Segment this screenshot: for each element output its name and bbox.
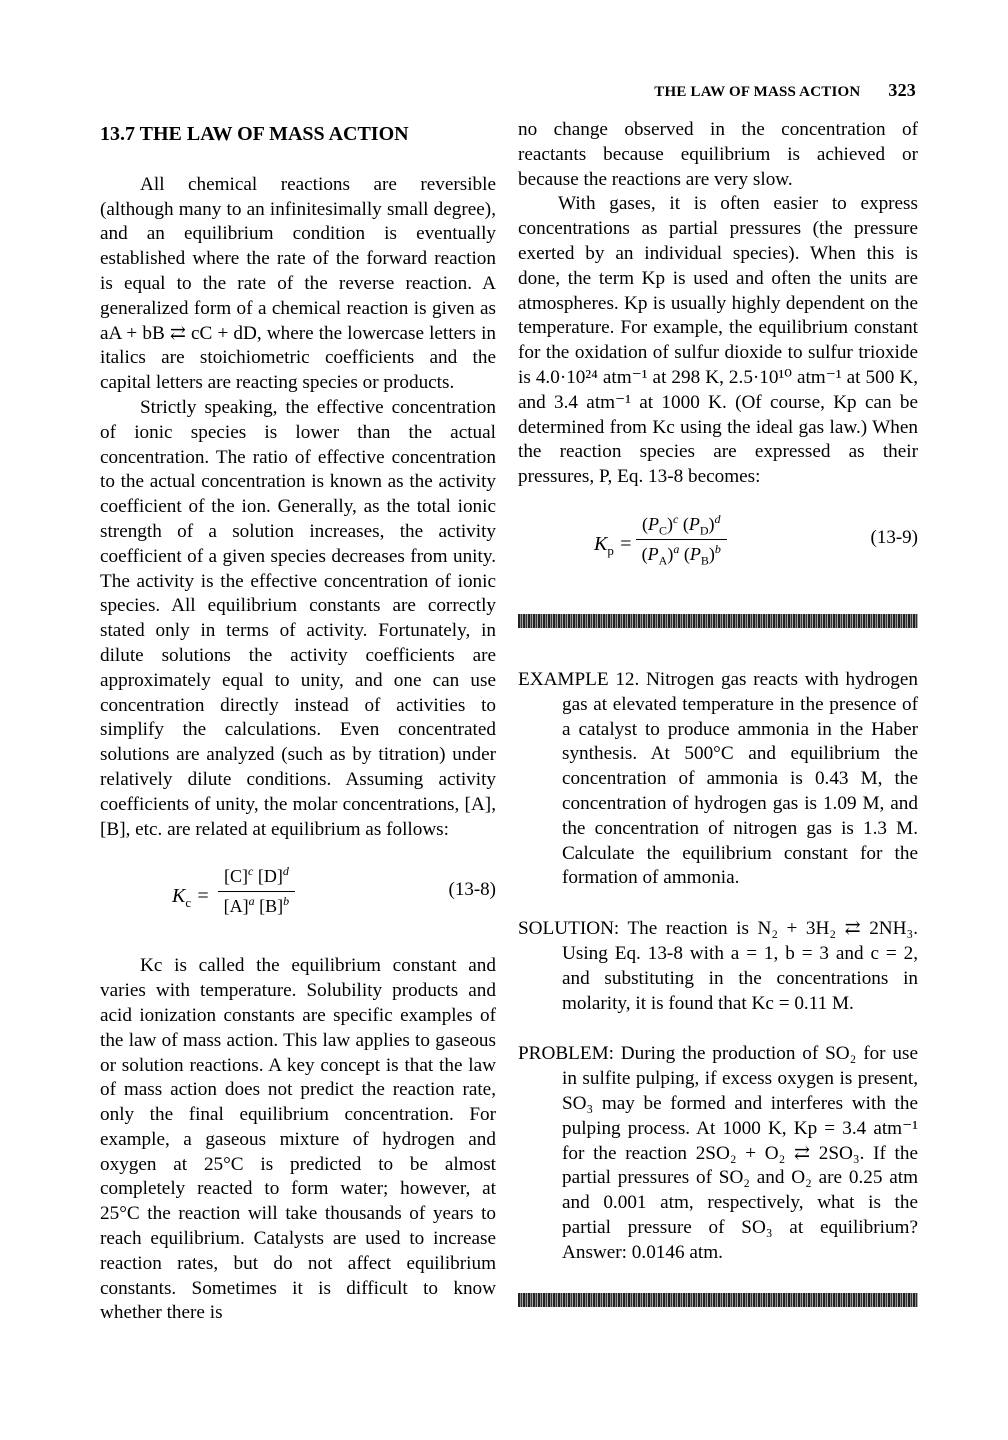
example-divider-top [518,614,918,628]
running-head [654,80,916,101]
practice-problem: PROBLEM: During the production of SO₂ for use in sulfite pulping, if excess oxygen is present, SO₃ may be formed and interferes with the pulping process. At 1000 K, Kp = 3.4 atm⁻¹ for the reaction 2SO₂ + O₂ ⇄ 2SO₃. If the partial pressures of SO₂ and O₂ are 0.25 atm and 0.001 atm, respectively, what is the partial pressure of SO₃ at equilibrium? Answer: 0.0146 atm. [518,1043,918,1263]
equation-13-8 [100,860,496,940]
equation-13-9 [518,508,918,588]
example-12: EXAMPLE 12. Nitrogen gas reacts with hydrogen gas at elevated temperature in the presence of a catalyst to produce ammonia in the Haber synthesis. At 500°C and equilibrium the concentration of ammonia is 0.43 M, the concentration of hydrogen gas is 1.09 M, and the concentration of nitrogen gas is 1.3 M. Calculate the equilibrium constant for the formation of ammonia. [518,668,918,889]
equation-numerator: $[C]^c$ $[D]^d$ [218,864,295,892]
example-solution: SOLUTION: The reaction is N₂ + 3H₂ ⇄ 2NH₃. Using Eq. 13-8 with a = 1, b = 3 and c = 2, and substituting in the concentrations in molarity, it is found that Kc = 0.11 M. [518,918,918,1014]
equation-fraction [218,864,295,919]
equation-number: (13-8) [448,879,496,901]
equation-numerator-pressure: $(P_C)^c$ $(P_D)^d$ [636,512,727,540]
running-title: THE LAW OF MASS ACTION [654,84,861,100]
paragraph-reversible: All chemical reactions are reversible (although many to an infinitesimally small degree), and an equilibrium condition is eventually established where the rate of the forward reaction is equal to the rate of the reverse reaction. A generalized form of a chemical reaction is given as aA + bB ⇄ cC + dD, where the lowercase letters in italics are stoichiometric coefficients and the capital letters are reacting species or products. [100,173,496,394]
section-heading: 13.7 THE LAW OF MASS ACTION [100,123,409,145]
equation-lhs-kc: $K_c$ = [172,885,210,911]
equation-number-13-9: (13-9) [870,526,918,548]
paragraph-continued: no change observed in the concentration of reactants because equilibrium is achieved or because the reactions are very slow. [518,119,918,190]
right-column [518,118,918,1347]
equation-fraction-pressure [636,512,727,567]
equation-lhs-kp: $K_p$ = [594,532,633,558]
paragraph-partial-pressures: With gases, it is often easier to express concentrations as partial pressures (the pressure exerted by an individual species). When this is done, the term Kp is used and often the units are atmospheres. Kp is usually highly dependent on the temperature. For example, the equilibrium constant for the oxidation of sulfur dioxide to sulfur trioxide is 4.0·10²⁴ atm⁻¹ at 298 K, 2.5·10¹⁰ atm⁻¹ at 500 K, and 3.4 atm⁻¹ at 1000 K. (Of course, Kp can be determined from Kc using the ideal gas law.) When the reaction species are expressed as their pressures, P, Eq. 13-8 becomes: [518,193,918,488]
example-divider-bottom [518,1293,918,1307]
equation-denominator: $[A]^a$ $[B]^b$ [223,894,290,917]
paragraph-activity: Strictly speaking, the effective concentration of ionic species is lower than the actual concentration. The ratio of effective concentration to the actual concentration is known as the activity coefficient of the ion. Generally, as the total ionic strength of a solution increases, the activity coefficient of a given species decreases from unity. The activity is the effective concentration of ionic species. All equilibrium constants are correctly stated only in terms of activity. Fortunately, in dilute solutions the activity coefficients are approximately equal to unity, and one can use concentration directly instead of activities to simplify the calculations. Even concentrated solutions are analyzed (such as by titration) under relatively dilute conditions. Assuming activity coefficients of unity, the molar concentrations, [A], [B], etc. are related at equilibrium as follows: [100,396,496,840]
paragraph-equilibrium-constant: Kc is called the equilibrium constant and varies with temperature. Solubility products and acid ionization constants are specific examples of the law of mass action. This law applies to gaseous or solution reactions. A key concept is that the law of mass action does not predict the reaction rate, only the final equilibrium concentration. For example, a gaseous mixture of hydrogen and oxygen at 25°C is predicted to be almost completely reacted to form water; however, at 25°C the reaction will take thousands of years to reach equilibrium. Catalysts are used to increase reaction rates, but do not affect equilibrium constants. Sometimes it is difficult to know whether there is [100,955,496,1324]
page-number: 323 [888,80,916,100]
equation-denominator-pressure: $(P_A)^a$ $(P_B)^b$ [641,541,721,568]
left-column [100,118,496,1326]
